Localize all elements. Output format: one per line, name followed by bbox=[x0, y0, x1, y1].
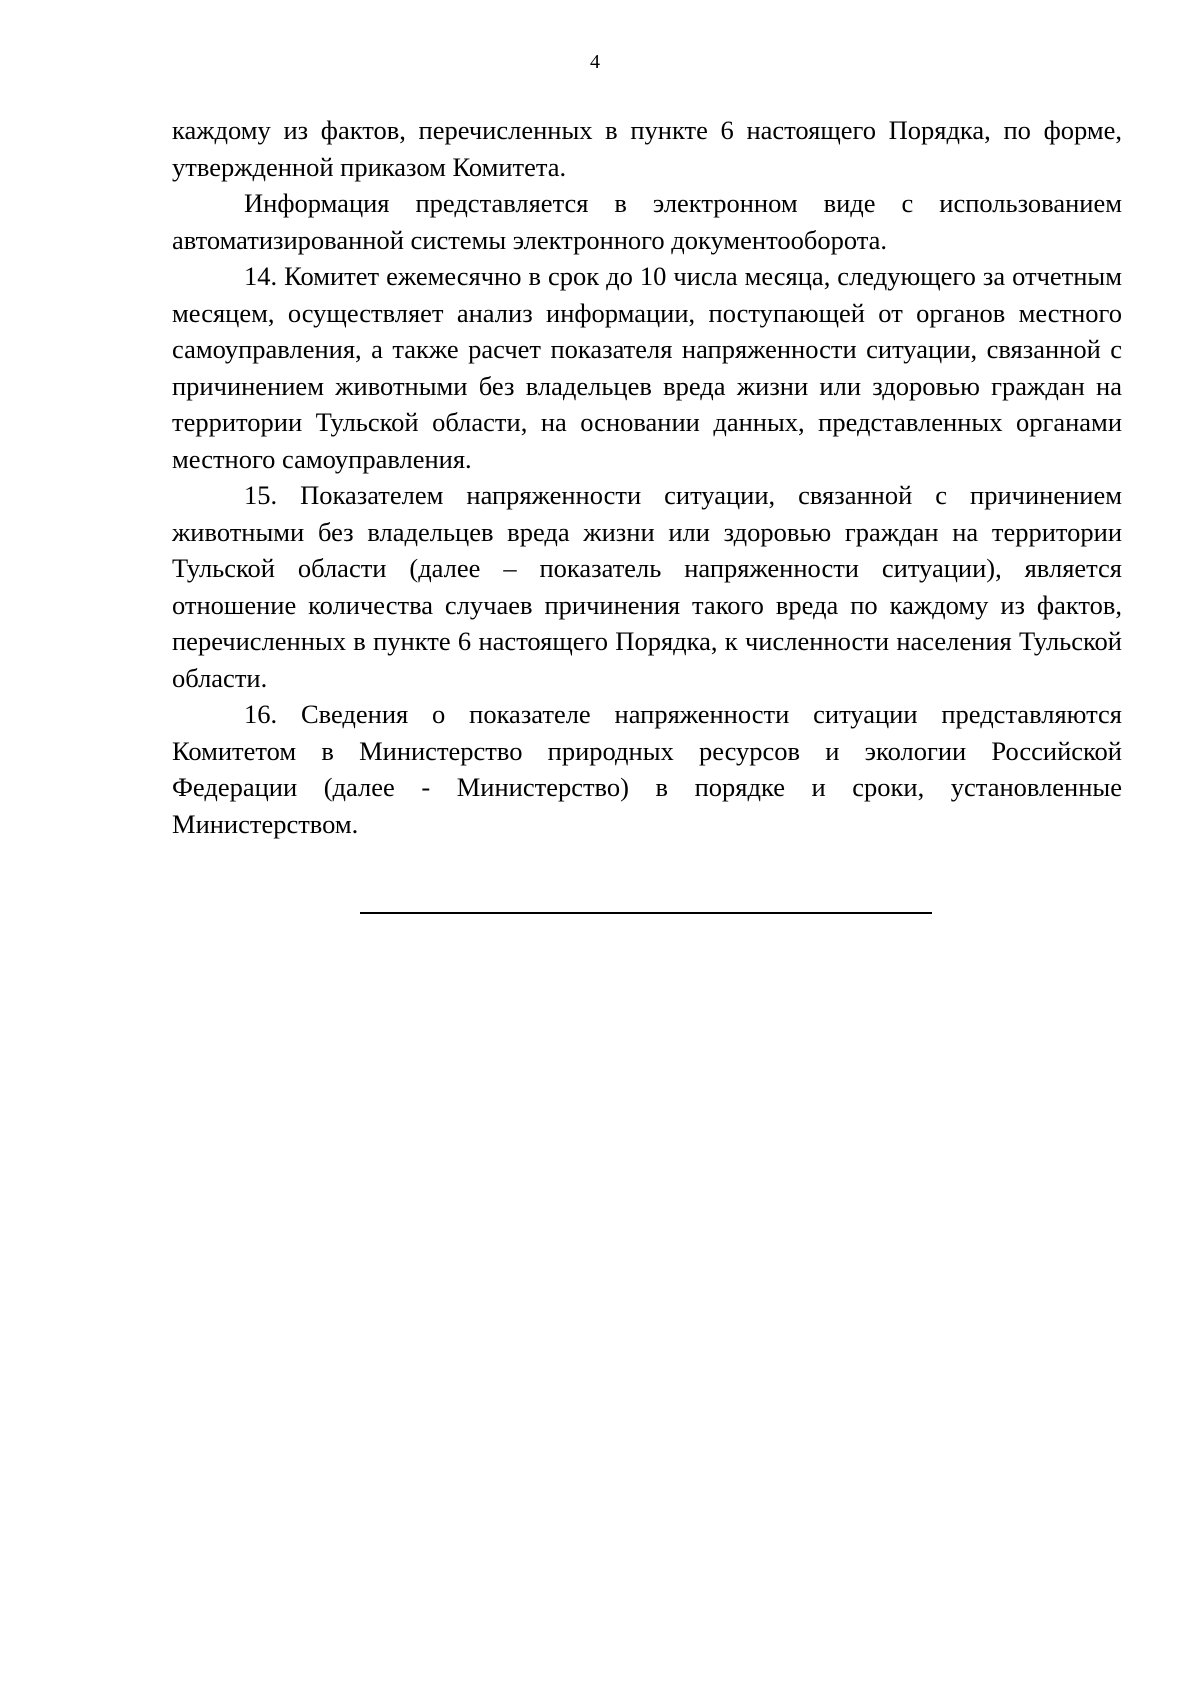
paragraph-item-14: 14. Комитет ежемесячно в срок до 10 числа месяца, следующего за отчетным месяцем, осуществляет анализ информации, поступающей от органов местного самоуправления, а также расчет показателя напряженности ситуации, связанной с причинением животными без владельцев вреда жизни или здоровью граждан на территории Тульской области, на основании данных, представленных органами местного самоуправления. bbox=[172, 261, 1122, 474]
paragraph-information-format: Информация представляется в электронном виде с использованием автоматизированной системы электронного документооборота. bbox=[172, 188, 1122, 255]
paragraph-continuation: каждому из фактов, перечисленных в пункте 6 настоящего Порядка, по форме, утвержденной приказом Комитета. bbox=[172, 115, 1122, 182]
paragraph-item-15: 15. Показателем напряженности ситуации, связанной с причинением животными без владельцев вреда жизни или здоровью граждан на территории Тульской области (далее – показатель напряженности ситуации), является отношение количества случаев причинения такого вреда по каждому из фактов, перечисленных в пункте 6 настоящего Порядка, к численности населения Тульской области. bbox=[172, 480, 1122, 693]
page-number: 4 bbox=[590, 51, 600, 73]
end-of-document-line bbox=[360, 912, 932, 914]
document-body bbox=[172, 112, 1122, 842]
paragraph-item-16: 16. Сведения о показателе напряженности ситуации представляются Комитетом в Министерство природных ресурсов и экологии Российской Федерации (далее - Министерство) в порядке и сроки, установленные Министерством. bbox=[172, 699, 1122, 839]
